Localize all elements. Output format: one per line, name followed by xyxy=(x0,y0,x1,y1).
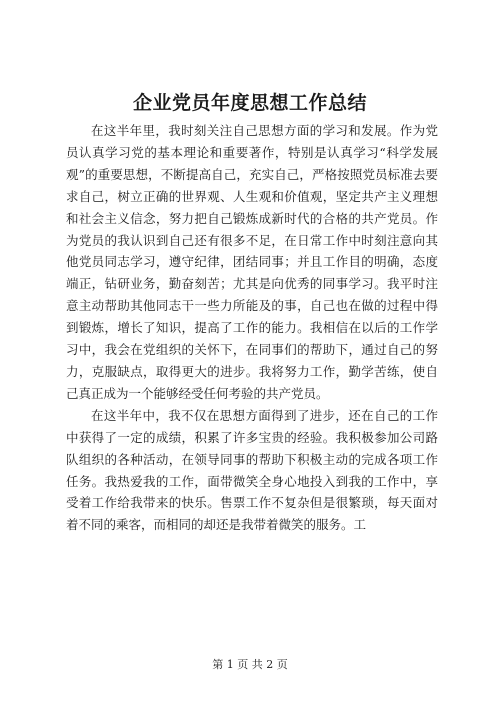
paragraph-1: 在这半年里，我时刻关注自己思想方面的学习和发展。作为党员认真学习党的基本理论和重要著作，特别是认真学习“科学发展观”的重要思想，不断提高自己，充实自己，严格按照党员标准去要求自己，树立正确的世界观、人生观和价值观，坚定共产主义理想和社会主义信念，努力把自己锻炼成新时代的合格的共产党员。作为党员的我认识到自己还有很多不足，在日常工作中时刻注意向其他党员同志学习，遵守纪律，团结同事；并且工作目的明确，态度端正，钻研业务，勤奋刻苦；尤其是向优秀的同事学习。我平时注意主动帮助其他同志干一些力所能及的事，自己也在做的过程中得到锻炼，增长了知识，提高了工作的能力。我相信在以后的工作学习中，我会在党组织的关怀下，在同事们的帮助下，通过自己的努力，克服缺点，取得更大的进步。我将努力工作，勤学苦练，使自己真正成为一个能够经受任何考验的共产党员。 xyxy=(66,123,438,401)
document-title: 企业党员年度思想工作总结 xyxy=(132,92,367,114)
page-footer: 第 1 页 共 2 页 xyxy=(212,658,288,671)
paragraph-2: 在这半年中，我不仅在思想方面得到了进步，还在自己的工作中获得了一定的成绩，积累了许多宝贵的经验。我积极参加公司路队组织的各种活动，在领导同事的帮助下积极主动的完成各项工作任务。我热爱我的工作，面带微笑全身心地投入到我的工作中，享受着工作给我带来的快乐。售票工作不复杂但是很繁琐，每天面对着不同的乘客，而相同的却还是我带着微笑的服务。工 xyxy=(66,407,438,533)
document-body xyxy=(66,120,438,536)
